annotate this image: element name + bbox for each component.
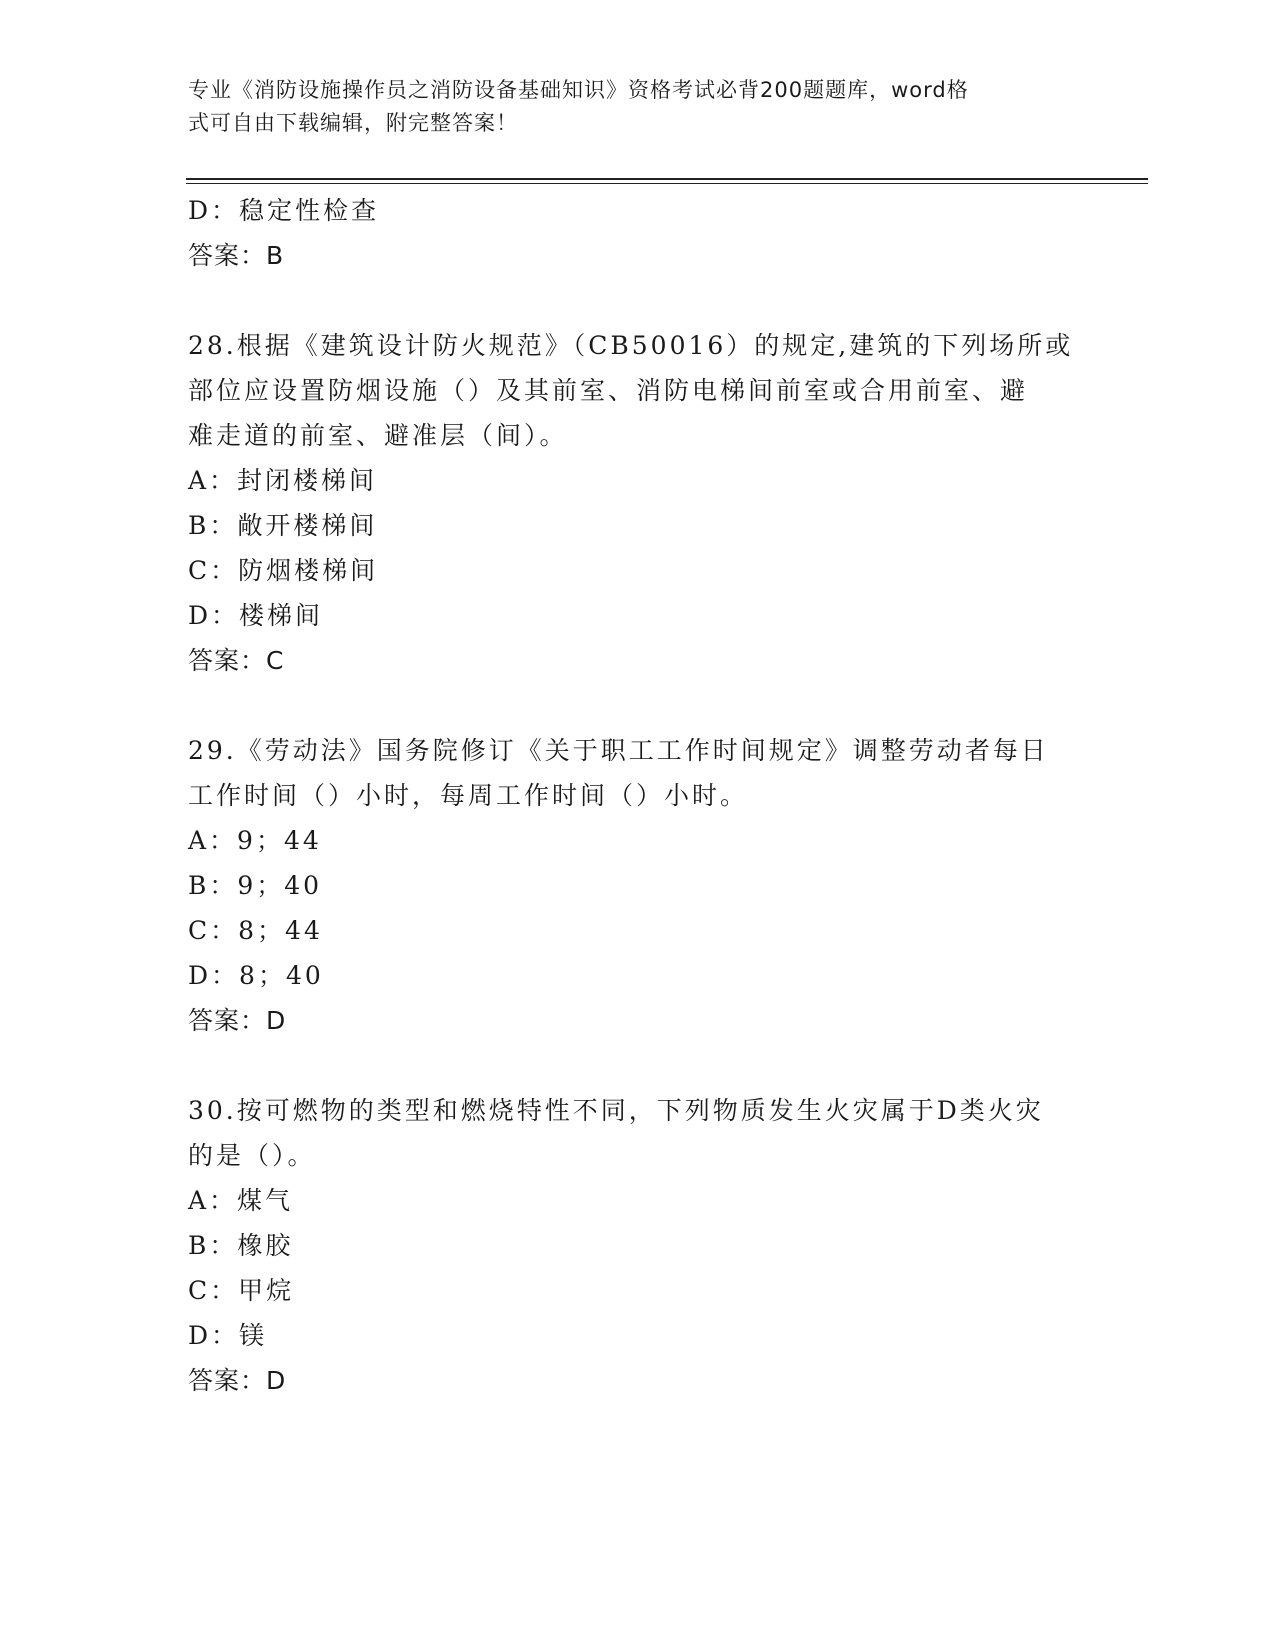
question-28 xyxy=(188,323,1088,683)
option-d: D：稳定性检查 xyxy=(188,196,380,225)
document-header xyxy=(188,74,1068,140)
question-stem-line: 工作时间（）小时，每周工作时间（）小时。 xyxy=(188,781,749,810)
question-stem-line: 的是（）。 xyxy=(188,1141,316,1170)
question-stem-line: 部位应设置防烟设施（）及其前室、消防电梯间前室或合用前室、避 xyxy=(188,376,1029,405)
question-30 xyxy=(188,1088,1088,1403)
header-divider-thick xyxy=(186,178,1148,180)
option-d: D：镁 xyxy=(188,1321,268,1350)
answer-line: 答案：D xyxy=(188,1366,287,1395)
option-c: C：防烟楼梯间 xyxy=(188,556,379,585)
option-c: C：甲烷 xyxy=(188,1276,295,1305)
option-a: A：封闭楼梯间 xyxy=(188,466,378,495)
question-stem-line: 难走道的前室、避准层（间）。 xyxy=(188,421,568,450)
header-line-1: 专业《消防设施操作员之消防设备基础知识》资格考试必背200题题库，word格 xyxy=(188,78,969,102)
option-a: A：煤气 xyxy=(188,1186,294,1215)
header-line-2: 式可自由下载编辑，附完整答案！ xyxy=(188,111,518,135)
answer-line: 答案：D xyxy=(188,1006,287,1035)
previous-question-tail xyxy=(188,188,1088,278)
option-d: D：楼梯间 xyxy=(188,601,324,630)
answer-line: 答案：C xyxy=(188,646,285,675)
option-d: D：8；40 xyxy=(188,961,324,990)
spacer xyxy=(188,1043,1088,1088)
option-b: B：橡胶 xyxy=(188,1231,294,1260)
option-b: B：敞开楼梯间 xyxy=(188,511,378,540)
spacer xyxy=(188,278,1088,323)
question-list xyxy=(188,188,1088,1403)
option-c: C：8；44 xyxy=(188,916,323,945)
question-stem-line: 29.《劳动法》国务院修订《关于职工工作时间规定》调整劳动者每日 xyxy=(188,736,1049,765)
option-b: B：9；40 xyxy=(188,871,323,900)
question-stem-line: 30.按可燃物的类型和燃烧特性不同，下列物质发生火灾属于D类火灾 xyxy=(188,1096,1044,1125)
question-stem-line: 28.根据《建筑设计防火规范》（CB50016）的规定,建筑的下列场所或 xyxy=(188,331,1074,360)
spacer xyxy=(188,683,1088,728)
header-divider-thin xyxy=(186,183,1148,184)
question-29 xyxy=(188,728,1088,1043)
option-a: A：9；44 xyxy=(188,826,322,855)
answer-line: 答案：B xyxy=(188,241,285,270)
